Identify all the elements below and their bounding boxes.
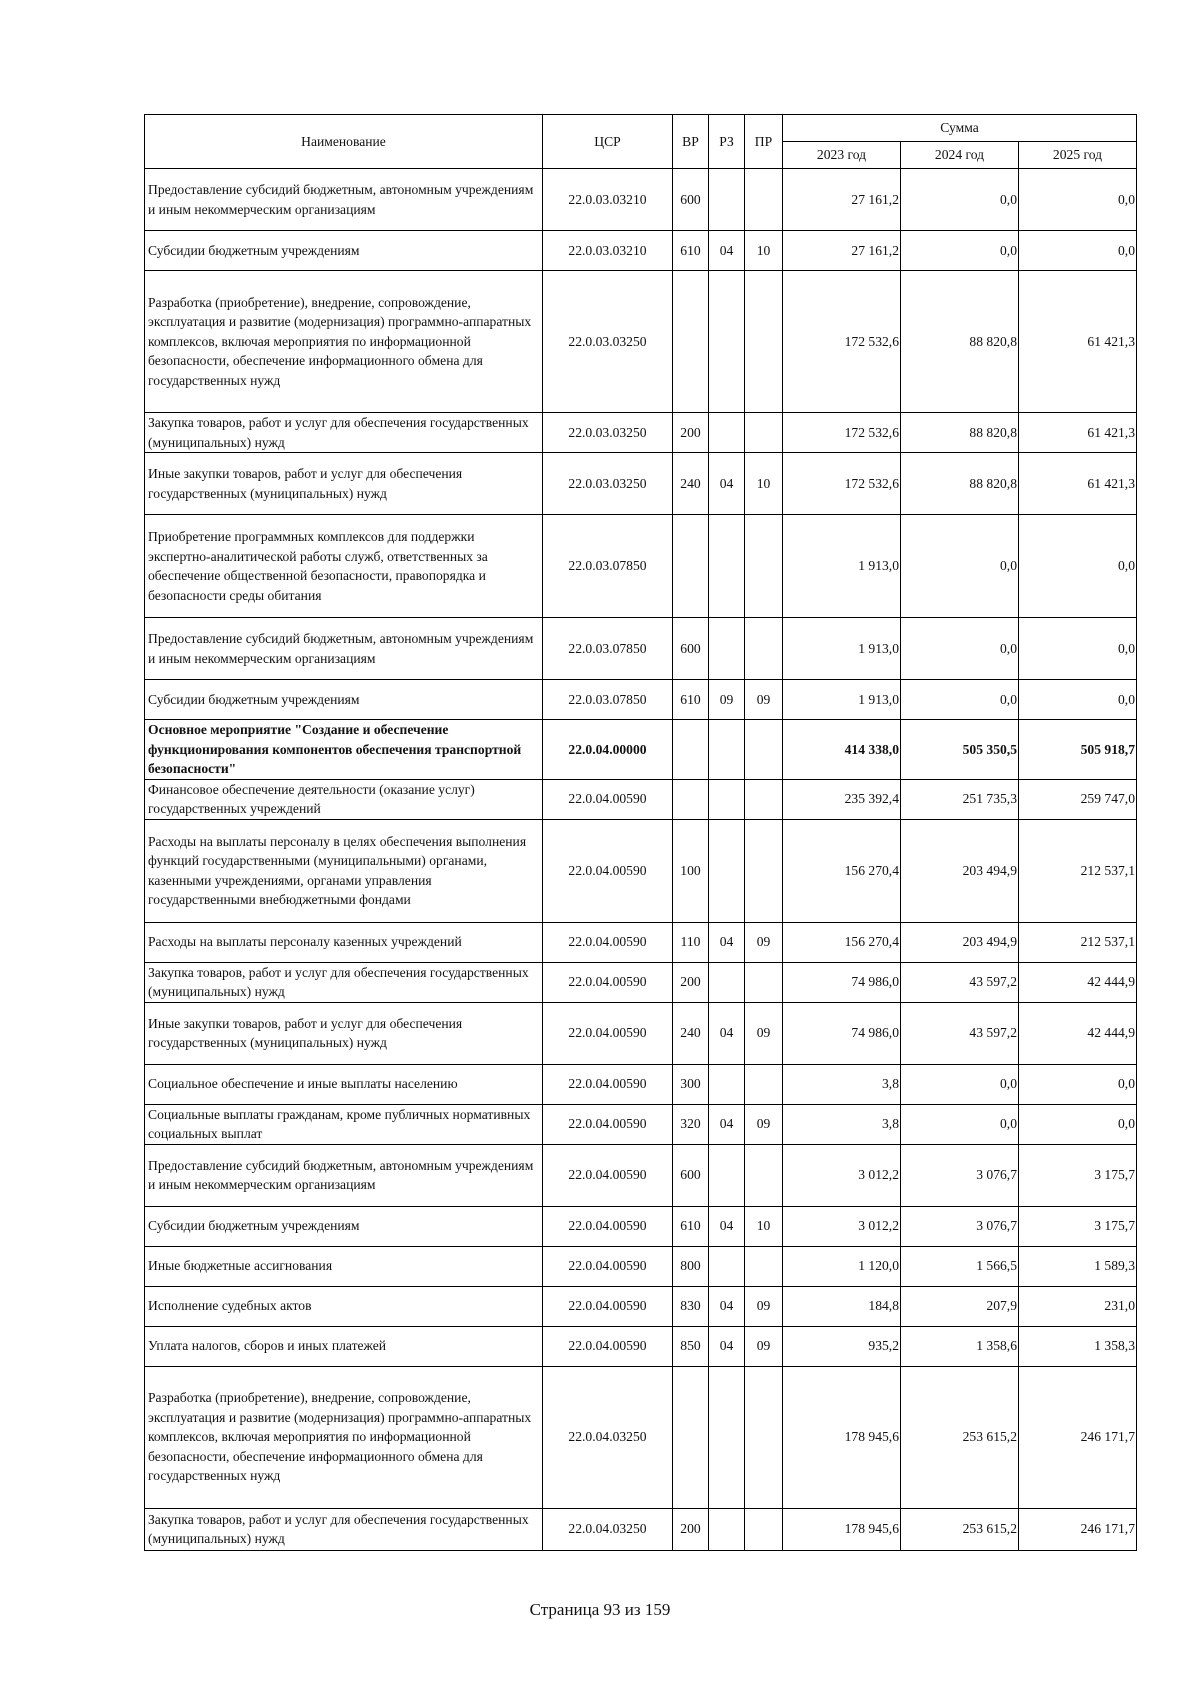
row-csr: 22.0.04.00590 (543, 1206, 673, 1246)
row-pr (745, 1064, 783, 1104)
row-sum-2023: 184,8 (783, 1286, 901, 1326)
table-row (145, 1286, 1137, 1326)
row-sum-2025: 61 421,3 (1019, 453, 1137, 515)
row-pr: 09 (745, 680, 783, 720)
row-sum-2023: 1 913,0 (783, 618, 901, 680)
row-rz (709, 1246, 745, 1286)
row-csr: 22.0.04.03250 (543, 1508, 673, 1550)
row-name: Иные закупки товаров, работ и услуг для обеспечения государственных (муниципальных) нужд (145, 1002, 543, 1064)
row-csr: 22.0.03.07850 (543, 618, 673, 680)
row-name: Предоставление субсидий бюджетным, автономным учреждениям и иным некоммерческим организациям (145, 169, 543, 231)
row-sum-2023: 74 986,0 (783, 1002, 901, 1064)
row-sum-2023: 3,8 (783, 1104, 901, 1144)
row-csr: 22.0.03.03250 (543, 453, 673, 515)
row-vr: 610 (673, 680, 709, 720)
header-csr: ЦСР (543, 115, 673, 169)
row-vr: 320 (673, 1104, 709, 1144)
row-vr (673, 779, 709, 819)
row-csr: 22.0.04.00590 (543, 962, 673, 1002)
row-pr (745, 1366, 783, 1508)
row-vr (673, 515, 709, 618)
table-row (145, 1206, 1137, 1246)
row-pr (745, 962, 783, 1002)
row-sum-2023: 156 270,4 (783, 819, 901, 922)
row-vr: 110 (673, 922, 709, 962)
header-rz: РЗ (709, 115, 745, 169)
row-sum-2024: 207,9 (901, 1286, 1019, 1326)
row-name: Разработка (приобретение), внедрение, сопровождение, эксплуатация и развитие (модернизация) программно-аппаратных комплексов, включая мероприятия по информационной безопасности, обеспечение информационного обмена для государственных нужд (145, 271, 543, 413)
table-row (145, 962, 1137, 1002)
row-sum-2024: 88 820,8 (901, 413, 1019, 453)
row-vr: 200 (673, 962, 709, 1002)
row-rz: 04 (709, 453, 745, 515)
header-year-2023: 2023 год (783, 142, 901, 169)
row-sum-2025: 42 444,9 (1019, 1002, 1137, 1064)
row-rz (709, 169, 745, 231)
row-sum-2025: 0,0 (1019, 515, 1137, 618)
row-sum-2025: 0,0 (1019, 231, 1137, 271)
table-row (145, 1104, 1137, 1144)
row-vr: 600 (673, 618, 709, 680)
row-sum-2023: 27 161,2 (783, 169, 901, 231)
row-pr: 10 (745, 1206, 783, 1246)
table-row (145, 453, 1137, 515)
row-sum-2023: 3 012,2 (783, 1144, 901, 1206)
row-csr: 22.0.04.03250 (543, 1366, 673, 1508)
table-row (145, 231, 1137, 271)
row-sum-2025: 0,0 (1019, 618, 1137, 680)
row-pr: 09 (745, 1104, 783, 1144)
row-name: Субсидии бюджетным учреждениям (145, 231, 543, 271)
row-csr: 22.0.03.07850 (543, 680, 673, 720)
table-row (145, 1326, 1137, 1366)
row-sum-2025: 42 444,9 (1019, 962, 1137, 1002)
header-year-2025: 2025 год (1019, 142, 1137, 169)
row-sum-2024: 253 615,2 (901, 1366, 1019, 1508)
row-csr: 22.0.03.03210 (543, 169, 673, 231)
row-rz: 04 (709, 1104, 745, 1144)
row-pr (745, 720, 783, 780)
row-name: Закупка товаров, работ и услуг для обеспечения государственных (муниципальных) нужд (145, 413, 543, 453)
row-pr (745, 1508, 783, 1550)
row-vr: 610 (673, 1206, 709, 1246)
table-row (145, 1508, 1137, 1550)
table-row (145, 779, 1137, 819)
row-rz (709, 1064, 745, 1104)
row-name: Уплата налогов, сборов и иных платежей (145, 1326, 543, 1366)
table-row (145, 1366, 1137, 1508)
table-row (145, 169, 1137, 231)
row-vr: 610 (673, 231, 709, 271)
row-pr (745, 515, 783, 618)
table-row (145, 1144, 1137, 1206)
row-rz: 04 (709, 1326, 745, 1366)
header-vr: ВР (673, 115, 709, 169)
table-row (145, 819, 1137, 922)
row-pr (745, 779, 783, 819)
row-sum-2024: 1 358,6 (901, 1326, 1019, 1366)
row-name: Приобретение программных комплексов для поддержки экспертно-аналитической работы служб, ответственных за обеспечение общественной безопасности, правопорядка и безопасности среды обитания (145, 515, 543, 618)
row-sum-2023: 3 012,2 (783, 1206, 901, 1246)
row-sum-2024: 0,0 (901, 618, 1019, 680)
row-vr: 850 (673, 1326, 709, 1366)
row-csr: 22.0.04.00590 (543, 779, 673, 819)
row-sum-2025: 246 171,7 (1019, 1366, 1137, 1508)
row-sum-2024: 0,0 (901, 515, 1019, 618)
row-rz: 04 (709, 1206, 745, 1246)
row-name: Социальное обеспечение и иные выплаты населению (145, 1064, 543, 1104)
row-pr: 09 (745, 922, 783, 962)
row-pr (745, 819, 783, 922)
row-sum-2025: 259 747,0 (1019, 779, 1137, 819)
row-sum-2025: 1 358,3 (1019, 1326, 1137, 1366)
row-sum-2023: 172 532,6 (783, 413, 901, 453)
row-sum-2024: 0,0 (901, 1104, 1019, 1144)
row-sum-2025: 61 421,3 (1019, 413, 1137, 453)
row-sum-2024: 203 494,9 (901, 922, 1019, 962)
table-header (145, 115, 1137, 169)
row-sum-2023: 172 532,6 (783, 453, 901, 515)
table-row (145, 515, 1137, 618)
row-vr: 200 (673, 1508, 709, 1550)
row-rz: 04 (709, 1286, 745, 1326)
row-vr: 100 (673, 819, 709, 922)
row-vr: 830 (673, 1286, 709, 1326)
budget-table (144, 114, 1137, 1551)
row-sum-2025: 0,0 (1019, 1104, 1137, 1144)
row-vr: 200 (673, 413, 709, 453)
row-sum-2023: 156 270,4 (783, 922, 901, 962)
row-sum-2023: 414 338,0 (783, 720, 901, 780)
header-pr: ПР (745, 115, 783, 169)
row-name: Субсидии бюджетным учреждениям (145, 1206, 543, 1246)
row-sum-2024: 0,0 (901, 169, 1019, 231)
row-vr: 600 (673, 169, 709, 231)
row-name: Иные закупки товаров, работ и услуг для обеспечения государственных (муниципальных) нужд (145, 453, 543, 515)
table-row (145, 271, 1137, 413)
row-name: Закупка товаров, работ и услуг для обеспечения государственных (муниципальных) нужд (145, 1508, 543, 1550)
row-sum-2024: 43 597,2 (901, 1002, 1019, 1064)
row-vr (673, 271, 709, 413)
table-body (145, 169, 1137, 1551)
table-row (145, 680, 1137, 720)
row-rz (709, 962, 745, 1002)
row-pr (745, 1246, 783, 1286)
row-name: Финансовое обеспечение деятельности (оказание услуг) государственных учреждений (145, 779, 543, 819)
row-rz (709, 1366, 745, 1508)
row-pr (745, 1144, 783, 1206)
row-sum-2023: 1 120,0 (783, 1246, 901, 1286)
row-name: Предоставление субсидий бюджетным, автономным учреждениям и иным некоммерческим организациям (145, 618, 543, 680)
row-csr: 22.0.04.00590 (543, 1064, 673, 1104)
row-csr: 22.0.04.00590 (543, 819, 673, 922)
row-name: Иные бюджетные ассигнования (145, 1246, 543, 1286)
row-pr: 10 (745, 453, 783, 515)
row-rz: 04 (709, 1002, 745, 1064)
row-sum-2024: 88 820,8 (901, 453, 1019, 515)
row-sum-2023: 935,2 (783, 1326, 901, 1366)
row-csr: 22.0.04.00590 (543, 1104, 673, 1144)
row-rz (709, 720, 745, 780)
row-sum-2023: 172 532,6 (783, 271, 901, 413)
row-name: Основное мероприятие "Создание и обеспечение функционирования компонентов обеспечения транспортной безопасности" (145, 720, 543, 780)
row-sum-2025: 505 918,7 (1019, 720, 1137, 780)
row-name: Предоставление субсидий бюджетным, автономным учреждениям и иным некоммерческим организациям (145, 1144, 543, 1206)
row-csr: 22.0.03.03250 (543, 271, 673, 413)
row-rz (709, 779, 745, 819)
row-vr: 300 (673, 1064, 709, 1104)
row-pr (745, 413, 783, 453)
row-sum-2024: 0,0 (901, 680, 1019, 720)
row-csr: 22.0.04.00590 (543, 1286, 673, 1326)
row-rz (709, 618, 745, 680)
row-vr (673, 1366, 709, 1508)
row-sum-2025: 212 537,1 (1019, 922, 1137, 962)
row-sum-2025: 3 175,7 (1019, 1144, 1137, 1206)
row-sum-2025: 0,0 (1019, 169, 1137, 231)
row-rz: 04 (709, 922, 745, 962)
row-csr: 22.0.04.00000 (543, 720, 673, 780)
row-sum-2025: 1 589,3 (1019, 1246, 1137, 1286)
row-rz (709, 819, 745, 922)
row-pr: 10 (745, 231, 783, 271)
row-sum-2025: 246 171,7 (1019, 1508, 1137, 1550)
row-sum-2024: 3 076,7 (901, 1144, 1019, 1206)
row-sum-2025: 0,0 (1019, 1064, 1137, 1104)
header-year-2024: 2024 год (901, 142, 1019, 169)
row-sum-2023: 1 913,0 (783, 515, 901, 618)
row-csr: 22.0.03.03250 (543, 413, 673, 453)
row-sum-2024: 0,0 (901, 231, 1019, 271)
row-name: Разработка (приобретение), внедрение, сопровождение, эксплуатация и развитие (модернизация) программно-аппаратных комплексов, включая мероприятия по информационной безопасности, обеспечение информационного обмена для государственных нужд (145, 1366, 543, 1508)
row-name: Закупка товаров, работ и услуг для обеспечения государственных (муниципальных) нужд (145, 962, 543, 1002)
row-sum-2024: 0,0 (901, 1064, 1019, 1104)
row-sum-2025: 61 421,3 (1019, 271, 1137, 413)
row-csr: 22.0.04.00590 (543, 1326, 673, 1366)
row-sum-2024: 1 566,5 (901, 1246, 1019, 1286)
row-name: Исполнение судебных актов (145, 1286, 543, 1326)
row-pr: 09 (745, 1286, 783, 1326)
row-pr (745, 618, 783, 680)
row-sum-2025: 212 537,1 (1019, 819, 1137, 922)
row-sum-2023: 1 913,0 (783, 680, 901, 720)
table-row (145, 720, 1137, 780)
row-rz (709, 1144, 745, 1206)
row-name: Расходы на выплаты персоналу в целях обеспечения выполнения функций государственными (муниципальными) органами, казенными учреждениями, органами управления государственными внебюджетными фондами (145, 819, 543, 922)
row-sum-2024: 43 597,2 (901, 962, 1019, 1002)
row-pr: 09 (745, 1002, 783, 1064)
row-sum-2024: 251 735,3 (901, 779, 1019, 819)
table-row (145, 1064, 1137, 1104)
row-sum-2023: 235 392,4 (783, 779, 901, 819)
row-rz: 04 (709, 231, 745, 271)
table-row (145, 922, 1137, 962)
row-vr: 600 (673, 1144, 709, 1206)
row-sum-2023: 27 161,2 (783, 231, 901, 271)
header-sum: Сумма (783, 115, 1137, 142)
row-sum-2023: 74 986,0 (783, 962, 901, 1002)
row-sum-2024: 505 350,5 (901, 720, 1019, 780)
row-csr: 22.0.04.00590 (543, 1246, 673, 1286)
row-vr (673, 720, 709, 780)
table-row (145, 618, 1137, 680)
row-sum-2024: 3 076,7 (901, 1206, 1019, 1246)
row-name: Субсидии бюджетным учреждениям (145, 680, 543, 720)
row-csr: 22.0.03.03210 (543, 231, 673, 271)
row-vr: 240 (673, 1002, 709, 1064)
row-sum-2023: 178 945,6 (783, 1366, 901, 1508)
row-sum-2025: 231,0 (1019, 1286, 1137, 1326)
row-pr (745, 169, 783, 231)
row-pr (745, 271, 783, 413)
row-csr: 22.0.04.00590 (543, 1002, 673, 1064)
row-name: Социальные выплаты гражданам, кроме публичных нормативных социальных выплат (145, 1104, 543, 1144)
row-sum-2025: 0,0 (1019, 680, 1137, 720)
row-sum-2025: 3 175,7 (1019, 1206, 1137, 1246)
row-vr: 240 (673, 453, 709, 515)
row-csr: 22.0.03.07850 (543, 515, 673, 618)
table-row (145, 1002, 1137, 1064)
row-csr: 22.0.04.00590 (543, 1144, 673, 1206)
row-rz (709, 1508, 745, 1550)
row-rz (709, 271, 745, 413)
row-sum-2024: 253 615,2 (901, 1508, 1019, 1550)
row-rz: 09 (709, 680, 745, 720)
row-csr: 22.0.04.00590 (543, 922, 673, 962)
row-sum-2024: 88 820,8 (901, 271, 1019, 413)
header-name: Наименование (145, 115, 543, 169)
table-row (145, 1246, 1137, 1286)
row-rz (709, 515, 745, 618)
table-row (145, 413, 1137, 453)
row-vr: 800 (673, 1246, 709, 1286)
row-sum-2024: 203 494,9 (901, 819, 1019, 922)
row-rz (709, 413, 745, 453)
row-sum-2023: 178 945,6 (783, 1508, 901, 1550)
row-pr: 09 (745, 1326, 783, 1366)
page-number: Страница 93 из 159 (529, 1600, 671, 1619)
row-name: Расходы на выплаты персоналу казенных учреждений (145, 922, 543, 962)
row-sum-2023: 3,8 (783, 1064, 901, 1104)
